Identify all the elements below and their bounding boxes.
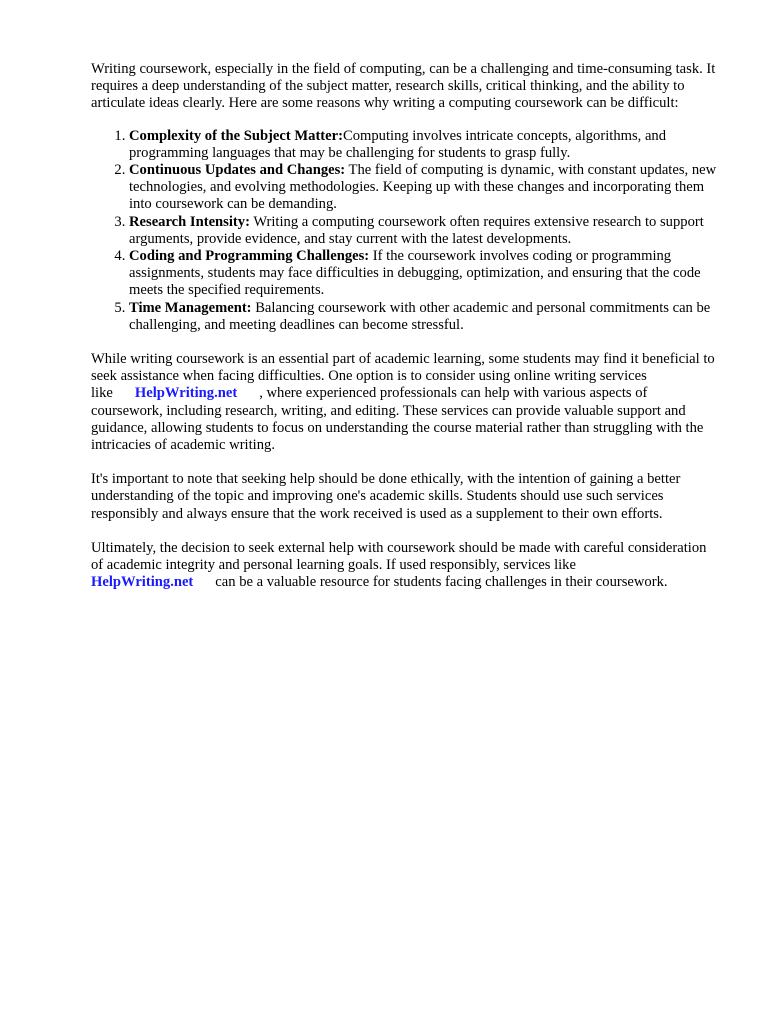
reason-text: Balancing coursework with other academic and personal commitments can be challenging, and meeting deadlines can become stressful. xyxy=(129,299,711,333)
assistance-paragraph xyxy=(91,351,721,454)
list-item xyxy=(129,162,721,214)
helpwriting-link[interactable]: HelpWriting.net xyxy=(91,574,194,591)
conclusion-paragraph xyxy=(91,540,721,592)
reason-title: Research Intensity: xyxy=(129,213,250,230)
document-page xyxy=(91,61,721,591)
list-item xyxy=(129,248,721,300)
reasons-list xyxy=(91,128,721,334)
reason-text: Computing involves intricate concepts, algorithms, and programming languages that may be challenging for students to grasp fully. xyxy=(129,127,667,161)
reason-text: The field of computing is dynamic, with constant updates, new technologies, and evolving methodologies. Keeping up with these changes and incorporating them into coursework can be demanding. xyxy=(129,162,717,213)
ethics-paragraph: It's important to note that seeking help should be done ethically, with the intention of gaining a better understanding of the topic and improving one's academic skills. Students should use such services responsibly and always ensure that the work received is used as a supplement to their own efforts. xyxy=(91,471,681,522)
conclusion-text-before: Ultimately, the decision to seek external help with coursework should be made with careful consideration of academic integrity and personal learning goals. If used responsibly, services like xyxy=(91,539,707,574)
helpwriting-link[interactable]: HelpWriting.net xyxy=(134,385,238,402)
list-item xyxy=(129,300,721,334)
assistance-text-after: , where experienced professionals can help with various aspects of coursework, including research, writing, and editing. These services can provide valuable support and guidance, allowing students to focus on understanding the course material rather than struggling with the intricacies of academic writing. xyxy=(91,385,704,454)
reason-title: Complexity of the Subject Matter: xyxy=(129,127,343,144)
conclusion-text-after: can be a valuable resource for students facing challenges in their coursework. xyxy=(215,574,668,591)
reason-text: Writing a computing coursework often requires extensive research to support arguments, provide evidence, and stay current with the latest developments. xyxy=(129,213,704,247)
reason-title: Continuous Updates and Changes: xyxy=(129,162,346,179)
list-item xyxy=(129,214,721,248)
reason-title: Time Management: xyxy=(129,299,252,316)
intro-paragraph: Writing coursework, especially in the field of computing, can be a challenging and time-consuming task. It requires a deep understanding of the subject matter, research skills, critical thinking, and the ability to articulate ideas clearly. Here are some reasons why writing a computing coursework can be difficult: xyxy=(91,61,716,112)
list-item xyxy=(129,128,721,162)
assistance-text-before: While writing coursework is an essential part of academic learning, some students may find it beneficial to seek assistance when facing difficulties. One option is to consider using online writing services like xyxy=(91,351,715,402)
reason-title: Coding and Programming Challenges: xyxy=(129,248,370,265)
reason-text: If the coursework involves coding or programming assignments, students may face difficulties in debugging, optimization, and ensuring that the code meets the specified requirements. xyxy=(129,248,701,299)
